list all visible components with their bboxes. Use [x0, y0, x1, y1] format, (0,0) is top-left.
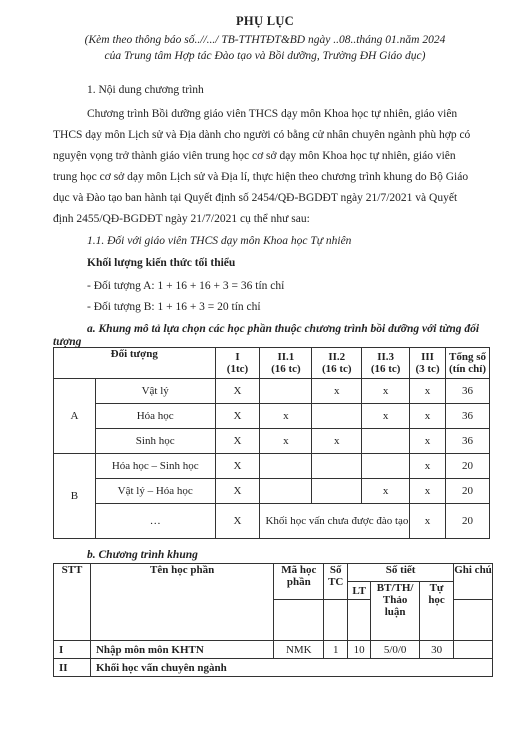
row-stt: II [54, 659, 91, 677]
empty-cell [324, 600, 348, 641]
row-stt: I [54, 641, 91, 659]
table-b-heading: b. Chương trình khung [87, 549, 198, 561]
cell-ii3 [362, 429, 410, 454]
empty-cell [348, 600, 371, 641]
cell-ii1 [260, 479, 312, 504]
cell-total: 36 [446, 404, 490, 429]
row-tc: 1 [324, 641, 348, 659]
cell-iii: x [410, 404, 446, 429]
cell-ii3 [362, 454, 410, 479]
cell-i: X [215, 454, 260, 479]
curriculum-table [53, 563, 493, 677]
header-ma-hoc-phan: Mã học phần [274, 564, 324, 600]
table-header-row [54, 564, 493, 582]
header-ten-hoc-phan: Tên học phần [90, 564, 273, 641]
doc-subtitle-line2: của Trung tâm Hợp tác Đào tạo và Bồi dưỡng, Trường ĐH Giáo dục) [104, 50, 426, 62]
header-stt: STT [54, 564, 91, 641]
header-col-iii [410, 348, 446, 379]
cell-total: 20 [446, 479, 490, 504]
table-header-row [54, 348, 490, 379]
cell-ii1: x [260, 429, 312, 454]
cell-ii1 [260, 454, 312, 479]
table-a-heading: a. Khung mô tả lựa chọn các học phần thuộc chương trình bồi dưỡng với từng đối [87, 323, 480, 335]
table-row [54, 429, 490, 454]
cell-i: X [215, 404, 260, 429]
cell-iii: x [410, 479, 446, 504]
para-line: dục và Đào tạo ban hành tại Quyết định số 2454/QĐ-BGDĐT ngày 21/7/2021 và Quyết [53, 192, 458, 204]
header-sublabel: (tín chỉ) [449, 363, 486, 375]
header-so-tiet: Số tiết [348, 564, 454, 582]
row-name: … [95, 504, 215, 539]
cell-ii3: x [362, 404, 410, 429]
cell-iii: x [410, 429, 446, 454]
row-bt: 5/0/0 [371, 641, 420, 659]
header-bt-th-thao-luan: BT/TH/ Thảo luận [371, 582, 420, 641]
header-col-ii2 [312, 348, 362, 379]
row-ma: NMK [274, 641, 324, 659]
row-ten: Nhập môn môn KHTN [90, 641, 273, 659]
table-row [54, 479, 490, 504]
cell-ii2 [312, 479, 362, 504]
table-row [54, 641, 493, 659]
row-name: Sinh học [95, 429, 215, 454]
header-sublabel: (16 tc) [370, 363, 401, 375]
header-sublabel: (3 tc) [415, 363, 440, 375]
para-line: nguyện vọng trở thành giáo viên trung học cơ sở dạy môn Khoa học tự nhiên, giáo viên [53, 150, 456, 162]
cell-total: 20 [446, 454, 490, 479]
doc-title: PHỤ LỤC [235, 14, 294, 28]
cell-total: 36 [446, 379, 490, 404]
cell-merged-note: Khối học vấn chưa được đào tạo [260, 504, 410, 539]
row-name: Vật lý [95, 379, 215, 404]
cell-i: X [215, 379, 260, 404]
subject-selection-table [53, 347, 490, 539]
header-col-ii3 [362, 348, 410, 379]
subsection-heading: 1.1. Đối với giáo viên THCS dạy môn Khoa học Tự nhiên [87, 235, 352, 247]
table-row [54, 379, 490, 404]
header-ghi-chu: Ghi chú [454, 564, 493, 600]
cell-total: 36 [446, 429, 490, 454]
header-label: I [235, 351, 240, 363]
para-line: trung học cơ sở dạy môn Lịch sử và Địa lí, thực hiện theo chương trình khung do Bộ Giáo [53, 171, 469, 183]
cell-iii: x [410, 454, 446, 479]
header-lt: LT [348, 582, 371, 600]
group-a-cell: A [54, 379, 96, 454]
cell-ii3: x [362, 379, 410, 404]
header-label: Tổng số [449, 351, 486, 363]
row-lt: 10 [348, 641, 371, 659]
row-name: Vật lý – Hóa học [95, 479, 215, 504]
header-label: III [421, 351, 434, 363]
header-tu-hoc: Tự học [420, 582, 454, 641]
cell-total: 20 [446, 504, 490, 539]
row-name: Hóa học – Sinh học [95, 454, 215, 479]
group-b-cell: B [54, 454, 96, 539]
cell-iii: x [410, 504, 446, 539]
header-sublabel: (16 tc) [321, 363, 352, 375]
header-label: II.3 [377, 351, 395, 363]
knowledge-heading: Khối lượng kiến thức tối thiểu [87, 257, 236, 269]
target-b-line: - Đối tượng B: 1 + 16 + 3 = 20 tín chỉ [87, 301, 261, 313]
header-label: II.2 [328, 351, 346, 363]
header-col-ii1 [260, 348, 312, 379]
empty-cell [274, 600, 324, 641]
header-label: II.1 [277, 351, 295, 363]
doc-subtitle-line1: (Kèm theo thông báo số..//.../ TB-TTHTĐT&BD ngày ..08..tháng 01.năm 2024 [84, 34, 446, 46]
header-sublabel: (1tc) [226, 363, 249, 375]
cell-ii2: x [312, 429, 362, 454]
table-row [54, 454, 490, 479]
cell-ii1: x [260, 404, 312, 429]
cell-i: X [215, 429, 260, 454]
table-row [54, 659, 493, 677]
row-ghi-chu [454, 641, 493, 659]
cell-ii3: x [362, 479, 410, 504]
target-a-line: - Đối tượng A: 1 + 16 + 16 + 3 = 36 tín chỉ [87, 280, 285, 292]
empty-cell [454, 600, 493, 641]
table-row [54, 404, 490, 429]
cell-iii: x [410, 379, 446, 404]
table-row [54, 504, 490, 539]
row-ten: Khối học vấn chuyên ngành [90, 659, 492, 677]
section-heading: 1. Nội dung chương trình [87, 84, 204, 96]
header-col-i [215, 348, 260, 379]
header-sublabel: (16 tc) [271, 363, 301, 375]
cell-ii2: x [312, 379, 362, 404]
row-name: Hóa học [95, 404, 215, 429]
para-line: THCS dạy môn Lịch sử và Địa dành cho người có bằng cử nhân chuyên ngành phù hợp có [53, 129, 471, 141]
header-so-tc: Số TC [324, 564, 348, 600]
header-col-total [446, 348, 490, 379]
header-doi-tuong: Đối tượng [54, 348, 216, 379]
cell-ii2 [312, 404, 362, 429]
cell-i: X [215, 479, 260, 504]
cell-i: X [215, 504, 260, 539]
cell-ii2 [312, 454, 362, 479]
cell-ii1 [260, 379, 312, 404]
row-tu-hoc: 30 [420, 641, 454, 659]
para-line: định 2455/QĐ-BGDĐT ngày 21/7/2021 cụ thể như sau: [53, 213, 310, 225]
table-a-heading-cont: tượng [53, 336, 82, 348]
para-line: Chương trình Bồi dưỡng giáo viên THCS dạy môn Khoa học tự nhiên, giáo viên [87, 108, 458, 120]
